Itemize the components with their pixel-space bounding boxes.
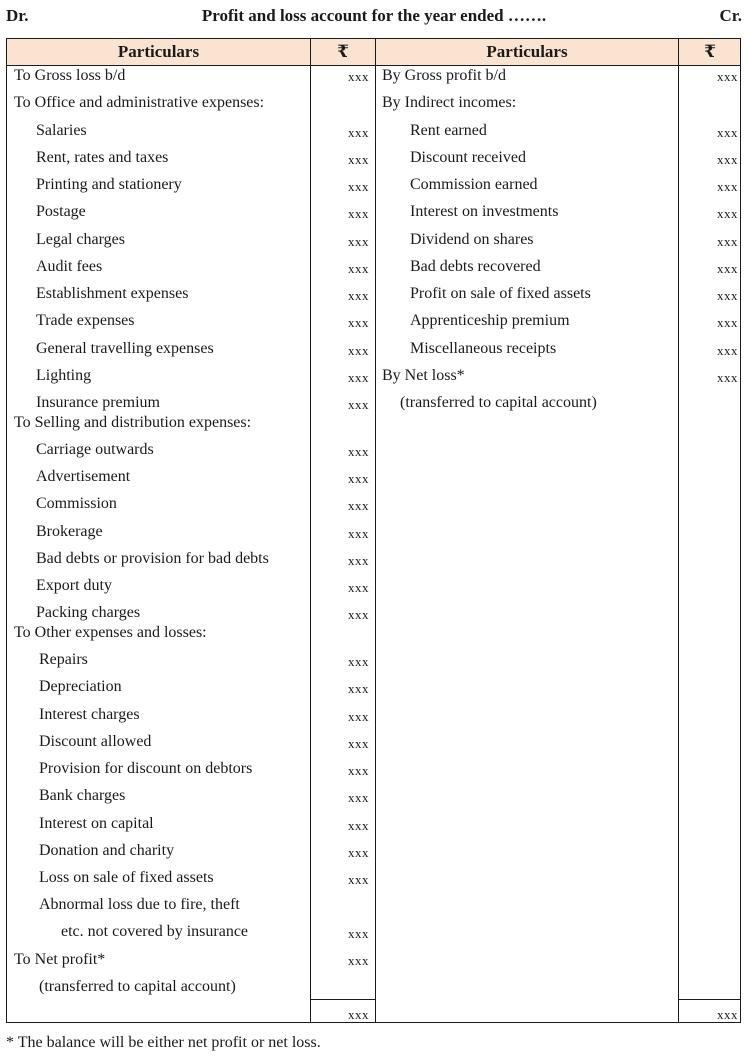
- debit-amount: xxx: [348, 125, 369, 140]
- credit-indirect-item: Commission earned: [410, 176, 538, 193]
- credit-indirect-item: Profit on sale of fixed assets: [410, 285, 591, 302]
- debit-other-item: Donation and charity: [39, 842, 175, 859]
- debit-net-profit-note: (transferred to capital account): [39, 978, 236, 995]
- credit-indirect-item: Bad debts recovered: [410, 258, 541, 275]
- credit-indirect-item: Discount received: [410, 149, 526, 166]
- debit-selling-item: Bad debts or provision for bad debts: [36, 550, 269, 567]
- debit-other-item: Interest on capital: [39, 815, 154, 832]
- left-particulars-header: Particulars: [117, 42, 200, 61]
- credit-amount: xxx: [717, 370, 738, 385]
- credit-net-loss: By Net loss*: [382, 367, 465, 384]
- debit-amount: xxx: [348, 498, 369, 513]
- debit-amount: xxx: [348, 69, 369, 84]
- debit-office-item: Postage: [36, 203, 86, 220]
- debit-selling-item: Export duty: [36, 577, 112, 594]
- divider-center: [375, 39, 376, 1022]
- debit-amount: xxx: [348, 343, 369, 358]
- debit-selling-item: Brokerage: [36, 523, 103, 540]
- debit-other-item: Loss on sale of fixed assets: [39, 869, 214, 886]
- debit-amount: xxx: [348, 553, 369, 568]
- right-amount-header: ₹: [704, 42, 716, 61]
- left-amount-header: ₹: [337, 42, 349, 61]
- credit-total-rule: [678, 999, 741, 1000]
- dr-label: Dr.: [6, 6, 29, 25]
- debit-amount: xxx: [348, 397, 369, 412]
- credit-amount: xxx: [717, 179, 738, 194]
- debit-amount: xxx: [348, 261, 369, 276]
- debit-amount: xxx: [348, 736, 369, 751]
- debit-amount: xxx: [348, 234, 369, 249]
- credit-total: xxx: [717, 1007, 738, 1022]
- credit-indirect-item: Miscellaneous receipts: [410, 340, 557, 357]
- debit-other-item: Depreciation: [39, 678, 122, 695]
- debit-amount: xxx: [348, 607, 369, 622]
- debit-office-item: Trade expenses: [36, 312, 135, 329]
- debit-selling-item: Carriage outwards: [36, 441, 154, 458]
- debit-total: xxx: [348, 1007, 369, 1022]
- debit-office-item: Legal charges: [36, 231, 125, 248]
- debit-amount: xxx: [348, 872, 369, 887]
- cr-label: Cr.: [719, 6, 742, 25]
- credit-amount: xxx: [717, 69, 738, 84]
- debit-other-item: Bank charges: [39, 787, 126, 804]
- debit-office-item: Establishment expenses: [36, 285, 189, 302]
- debit-net-profit: To Net profit*: [14, 951, 106, 968]
- debit-office-item: Audit fees: [36, 258, 103, 275]
- debit-amount: xxx: [348, 926, 369, 941]
- credit-amount: xxx: [717, 288, 738, 303]
- debit-amount: xxx: [348, 818, 369, 833]
- debit-amount: xxx: [348, 315, 369, 330]
- table-header: [7, 39, 740, 66]
- debit-amount: xxx: [348, 654, 369, 669]
- debit-abnormal-line1: Abnormal loss due to fire, theft: [39, 896, 240, 913]
- credit-indirect-item: Dividend on shares: [410, 231, 534, 248]
- debit-other-item: Repairs: [39, 651, 88, 668]
- credit-amount: xxx: [717, 152, 738, 167]
- debit-amount: xxx: [348, 471, 369, 486]
- debit-amount: xxx: [348, 580, 369, 595]
- debit-office-item: Rent, rates and taxes: [36, 149, 169, 166]
- debit-office-heading: To Office and administrative expenses:: [14, 94, 265, 111]
- page-title: Profit and loss account for the year ended …….: [201, 6, 547, 25]
- credit-net-loss-note: (transferred to capital account): [400, 394, 597, 411]
- debit-office-item: Insurance premium: [36, 394, 160, 411]
- credit-amount: xxx: [717, 206, 738, 221]
- debit-office-item: Lighting: [36, 367, 92, 384]
- debit-office-item: General travelling expenses: [36, 340, 214, 357]
- debit-gross-loss: To Gross loss b/d: [14, 67, 126, 84]
- credit-gross-profit: By Gross profit b/d: [382, 67, 506, 84]
- debit-amount: xxx: [348, 845, 369, 860]
- debit-selling-item: Packing charges: [36, 604, 141, 621]
- debit-abnormal-line2: etc. not covered by insurance: [61, 923, 249, 940]
- credit-amount: xxx: [717, 261, 738, 276]
- debit-amount: xxx: [348, 790, 369, 805]
- divider-left-amount: [310, 39, 311, 1022]
- debit-selling-heading: To Selling and distribution expenses:: [14, 414, 252, 431]
- debit-other-heading: To Other expenses and losses:: [14, 624, 207, 641]
- debit-amount: xxx: [348, 681, 369, 696]
- credit-amount: xxx: [717, 343, 738, 358]
- debit-other-item: Provision for discount on debtors: [39, 760, 253, 777]
- credit-amount: xxx: [717, 125, 738, 140]
- credit-indirect-item: Apprenticeship premium: [410, 312, 570, 329]
- debit-amount: xxx: [348, 179, 369, 194]
- debit-amount: xxx: [348, 953, 369, 968]
- debit-office-item: Printing and stationery: [36, 176, 182, 193]
- footnote: * The balance will be either net profit or net loss.: [6, 1034, 321, 1051]
- debit-amount: xxx: [348, 206, 369, 221]
- debit-office-item: Salaries: [36, 122, 87, 139]
- credit-amount: xxx: [717, 234, 738, 249]
- debit-amount: xxx: [348, 444, 369, 459]
- debit-amount: xxx: [348, 370, 369, 385]
- debit-amount: xxx: [348, 152, 369, 167]
- debit-amount: xxx: [348, 288, 369, 303]
- divider-right-amount: [678, 39, 679, 1022]
- profit-loss-table: [6, 38, 741, 1023]
- debit-amount: xxx: [348, 763, 369, 778]
- debit-selling-item: Advertisement: [36, 468, 131, 485]
- right-particulars-header: Particulars: [486, 42, 568, 61]
- debit-amount: xxx: [348, 526, 369, 541]
- credit-amount: xxx: [717, 315, 738, 330]
- credit-indirect-item: Interest on investments: [410, 203, 559, 220]
- credit-indirect-heading: By Indirect incomes:: [382, 94, 517, 111]
- debit-total-rule: [310, 999, 376, 1000]
- debit-selling-item: Commission: [36, 495, 117, 512]
- debit-amount: xxx: [348, 709, 369, 724]
- credit-indirect-item: Rent earned: [410, 122, 487, 139]
- debit-other-item: Interest charges: [39, 706, 140, 723]
- debit-other-item: Discount allowed: [39, 733, 152, 750]
